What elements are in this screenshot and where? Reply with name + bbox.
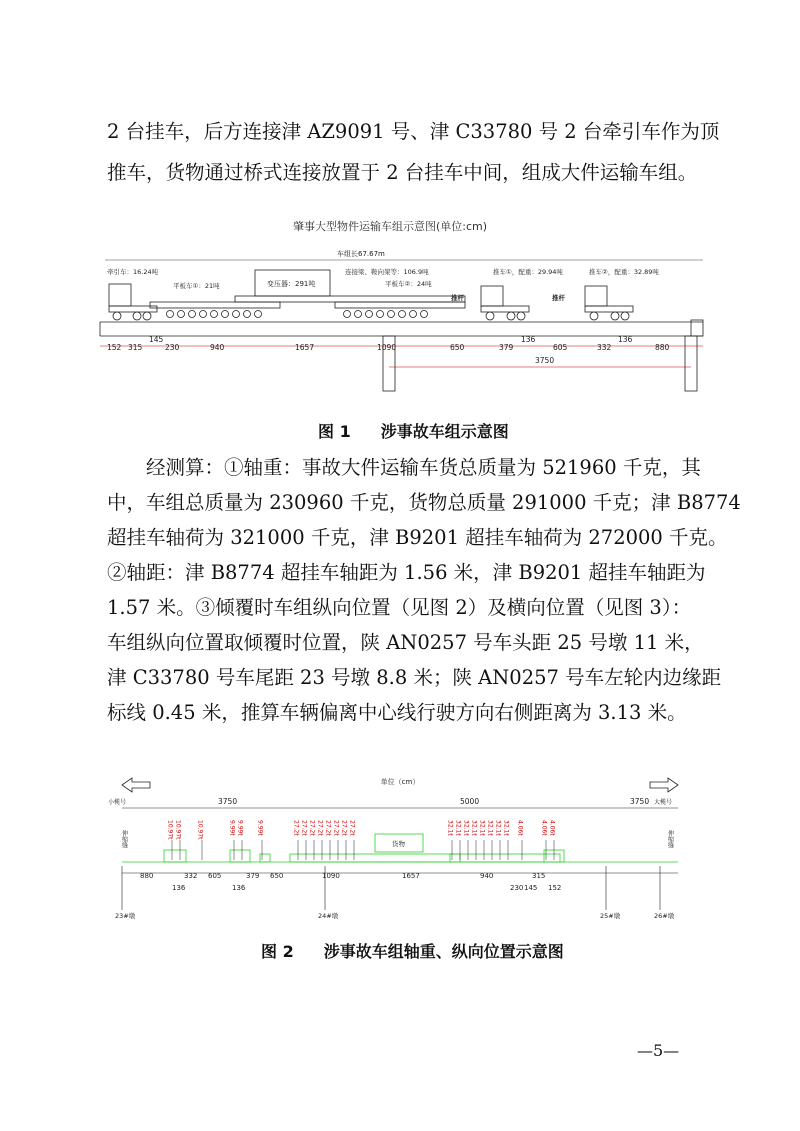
axle-weight: 4.06t — [548, 820, 556, 836]
dim-label: 880 — [655, 343, 670, 352]
dim-label: 605 — [553, 343, 568, 352]
vehicle-outline — [122, 834, 678, 862]
bottom-dim: 332 — [184, 872, 198, 880]
text-line: ②轴距：津 B8774 超挂车轴距为 1.56 米，津 B9201 超挂车轴距为 — [107, 561, 706, 584]
bottom-dim: 315 — [532, 872, 546, 880]
joint-left-label: 伸缩缝 — [120, 830, 128, 848]
pusher-1-label: 推车①，配重：29.94吨 — [493, 268, 563, 276]
text-line: 经测算：①轴重：事故大件运输车货总质量为 521960 千克，其 — [146, 456, 701, 479]
bridge-label: 连接梁、鞍向架等：106.9吨 — [345, 268, 429, 276]
cargo-label: 变压器：291吨 — [267, 280, 316, 288]
axle-arrows — [172, 840, 554, 860]
arrow-left-icon — [122, 778, 150, 792]
pusher-2-label: 推车②，配重：32.89吨 — [589, 268, 659, 276]
caption-text: 涉事故车组示意图 — [380, 422, 509, 441]
pusher-1 — [481, 286, 529, 320]
text-line: 车组纵向位置取倾覆时位置，陕 AN0257 号车头距 25 号墩 11 米， — [107, 631, 704, 654]
arrow-right-icon — [650, 778, 678, 792]
bottom-dim: 1090 — [322, 872, 340, 880]
pier-25-label: 25#墩 — [600, 912, 621, 920]
text-line: 1.57 米。③倾覆时车组纵向位置（见图 2）及横向位置（见图 3）： — [107, 596, 692, 619]
top-dim: 3750 — [630, 797, 650, 806]
caption-number: 图 2 — [261, 942, 294, 961]
dim-label: 136 — [521, 335, 536, 344]
axle-weight: 10.97t — [174, 820, 182, 840]
axle-weight: 32.1t — [462, 820, 470, 836]
axle-weight: 4.06t — [540, 820, 548, 836]
dim-label: 1090 — [377, 343, 397, 352]
tractor-front-label: 牵引车：16.24吨 — [107, 268, 159, 276]
paragraph-2 — [107, 452, 741, 728]
axle-weight: 9.99t — [228, 820, 236, 836]
dim-label: 940 — [210, 343, 225, 352]
dim-label: 315 — [128, 343, 143, 352]
text-line: 津 C33780 号车尾距 23 号墩 8.8 米；陕 AN0257 号车左轮内边缘距 — [107, 666, 722, 689]
cargo-label: 货物 — [392, 840, 405, 848]
trailer-1-label: 平板车①：21吨 — [173, 282, 220, 290]
axle-weight: 27.2t — [348, 820, 356, 836]
bottom-dim: 136 — [172, 884, 186, 892]
axle-weight: 32.1t — [446, 820, 454, 836]
figure-2-axle-diagram — [100, 770, 700, 926]
text-line: 推车，货物通过桥式连接放置于 2 台挂车中间，组成大件运输车组。 — [107, 161, 698, 184]
axle-weights — [167, 820, 556, 840]
text-line: 超挂车轴荷为 321000 千克，津 B9201 超挂车轴荷为 272000 千克。 — [107, 526, 728, 549]
pier-24-label: 24#墩 — [318, 912, 339, 920]
page-number: —5— — [637, 1041, 680, 1060]
axle-weight: 27.2t — [324, 820, 332, 836]
caption-text: 涉事故车组轴重、纵向位置示意图 — [323, 942, 564, 961]
dim-label: 379 — [499, 343, 514, 352]
top-dim: 3750 — [218, 797, 238, 806]
trailer-2 — [335, 302, 465, 318]
bottom-dim: 136 — [232, 884, 246, 892]
top-dim: 5000 — [460, 797, 480, 806]
joint-right-label: 伸缩缝 — [666, 830, 674, 848]
bottom-dim: 379 — [246, 872, 260, 880]
trailer-1 — [150, 302, 280, 318]
push-rod-label-a: 推杆 — [451, 294, 464, 302]
bottom-dim: 1657 — [402, 872, 420, 880]
dim-label: 332 — [597, 343, 612, 352]
bottom-dim: 605 — [208, 872, 222, 880]
dim-label: 650 — [450, 343, 465, 352]
axle-weight: 9.99t — [256, 820, 264, 836]
bottom-dim: 880 — [140, 872, 154, 880]
dim-3750: 3750 — [535, 356, 555, 365]
total-length-label: 车组长67.67m — [337, 250, 385, 258]
figure-2-caption — [261, 939, 564, 962]
axle-weight: 27.2t — [332, 820, 340, 836]
axle-weight: 32.1t — [494, 820, 502, 836]
unit-label: 单位（cm） — [380, 778, 420, 786]
bottom-dim: 230 — [510, 884, 524, 892]
pusher-2 — [585, 286, 633, 320]
bottom-dim: 145 — [524, 884, 538, 892]
axle-weight: 27.2t — [308, 820, 316, 836]
dim-label: 136 — [618, 335, 633, 344]
text-line: 2 台挂车，后方连接津 AZ9091 号、津 C33780 号 2 台牵引车作为顶 — [107, 120, 720, 143]
pier-markers — [122, 866, 660, 910]
dim-label: 230 — [165, 343, 180, 352]
axle-weight: 27.2t — [300, 820, 308, 836]
axle-weight: 10.97t — [166, 820, 174, 840]
bottom-dim: 650 — [270, 872, 284, 880]
pier-26-label: 26#墩 — [654, 912, 675, 920]
caption-number: 图 1 — [318, 422, 351, 441]
direction-right-label: 大榄号 — [654, 799, 673, 806]
axle-weight: 27.2t — [292, 820, 300, 836]
figure-1-caption — [318, 419, 509, 442]
axle-weight: 32.1t — [470, 820, 478, 836]
text-line: 标线 0.45 米，推算车辆偏离中心线行驶方向右侧距离为 3.13 米。 — [107, 701, 687, 724]
dim-label: 145 — [149, 335, 164, 344]
push-rod-label-b: 推杆 — [552, 294, 565, 302]
axle-weight: 32.1t — [486, 820, 494, 836]
text-line: 中，车组总质量为 230960 千克，货物总质量 291000 千克；津 B8774 — [107, 491, 741, 514]
dim-labels — [107, 335, 670, 352]
axle-weight: 27.2t — [316, 820, 324, 836]
bottom-dim: 152 — [548, 884, 562, 892]
axle-weight: 9.99t — [236, 820, 244, 836]
axle-weight: 32.1t — [454, 820, 462, 836]
figure-1-vehicle-diagram — [95, 212, 715, 404]
dim-label: 152 — [107, 343, 122, 352]
bottom-dims — [140, 872, 561, 892]
figure-1-title: 肇事大型物件运输车组示意图(单位:cm) — [292, 220, 488, 233]
axle-weight: 32.1t — [478, 820, 486, 836]
bottom-dim: 940 — [480, 872, 494, 880]
trailer-2-label: 平板车②：24吨 — [385, 280, 432, 288]
axle-weight: 10.97t — [196, 820, 204, 840]
dim-label: 1657 — [295, 343, 315, 352]
axle-weight: 27.2t — [340, 820, 348, 836]
road-deck — [100, 320, 703, 391]
axle-weight: 4.06t — [516, 820, 524, 836]
pier-23-label: 23#墩 — [115, 912, 136, 920]
axle-weight: 32.1t — [502, 820, 510, 836]
direction-left-label: 小榄号 — [108, 799, 127, 806]
paragraph-1 — [107, 116, 720, 188]
